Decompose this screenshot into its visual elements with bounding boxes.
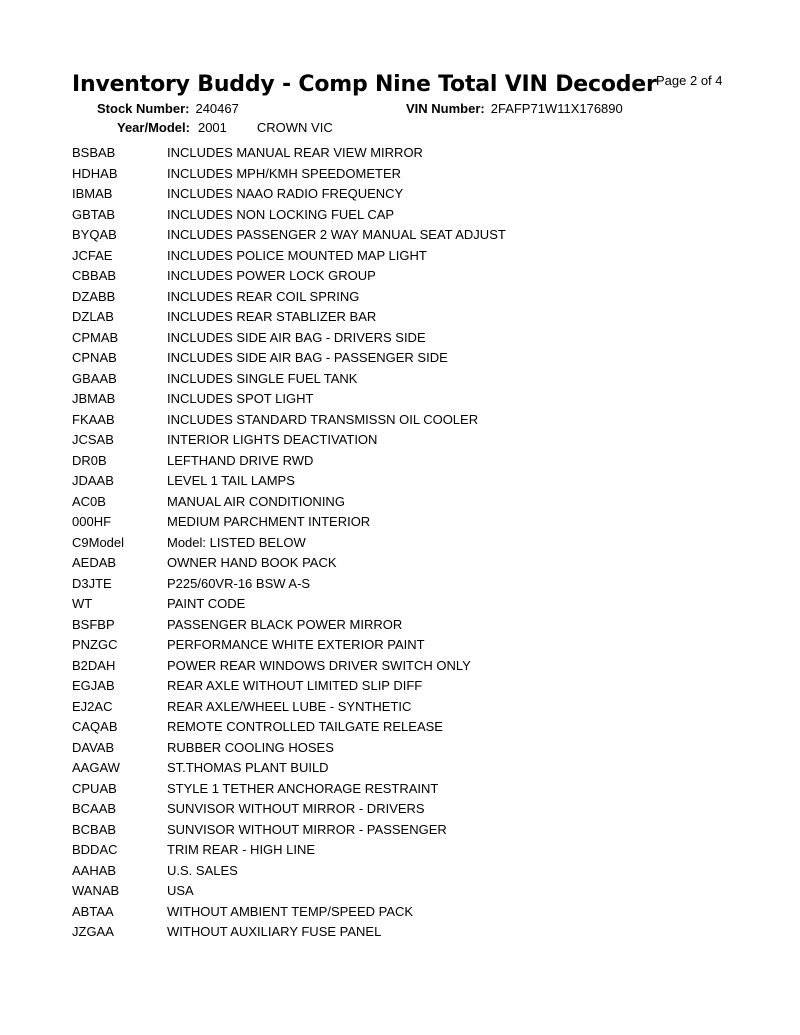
option-code-row: [72, 881, 506, 902]
option-description: INCLUDES MPH/KMH SPEEDOMETER: [167, 165, 402, 181]
option-code-row: [72, 779, 506, 800]
option-code-row: [72, 307, 506, 328]
option-code-row: [72, 184, 506, 205]
option-description: INCLUDES SINGLE FUEL TANK: [167, 370, 358, 386]
option-code-row: [72, 389, 506, 410]
option-code: BYQAB: [72, 227, 117, 242]
option-description: PAINT CODE: [167, 596, 246, 611]
option-description: PASSENGER BLACK POWER MIRROR: [167, 616, 403, 632]
option-description: WITHOUT AMBIENT TEMP/SPEED PACK: [167, 903, 414, 919]
option-description: STYLE 1 TETHER ANCHORAGE RESTRAINT: [167, 780, 439, 796]
option-description: MEDIUM PARCHMENT INTERIOR: [167, 514, 371, 529]
option-description: SUNVISOR WITHOUT MIRROR - PASSENGER: [167, 821, 447, 837]
option-code: JZGAA: [72, 924, 114, 939]
option-description: INCLUDES STANDARD TRANSMISSN OIL COOLER: [167, 411, 479, 427]
option-description: MANUAL AIR CONDITIONING: [167, 493, 345, 509]
option-code-row: [72, 861, 506, 882]
option-code: CAQAB: [72, 719, 118, 734]
option-code: JBMAB: [72, 391, 116, 406]
option-code: CPNAB: [72, 350, 117, 365]
stock-number-field: [97, 101, 239, 116]
option-code-row: [72, 143, 506, 164]
option-code-row: [72, 840, 506, 861]
option-description: INCLUDES SIDE AIR BAG - PASSENGER SIDE: [167, 350, 448, 365]
option-description: INCLUDES REAR STABLIZER BAR: [167, 309, 377, 324]
year-model-label: Year/Model:: [117, 120, 190, 135]
option-description: RUBBER COOLING HOSES: [167, 739, 334, 755]
option-description: INCLUDES PASSENGER 2 WAY MANUAL SEAT ADJUST: [167, 227, 506, 242]
option-code-row: [72, 451, 506, 472]
option-description: Model: LISTED BELOW: [167, 534, 306, 550]
option-code-row: [72, 758, 506, 779]
option-description: LEVEL 1 TAIL LAMPS: [167, 473, 295, 488]
option-code-row: [72, 369, 506, 390]
option-description: INCLUDES POLICE MOUNTED MAP LIGHT: [167, 247, 427, 263]
option-code-row: [72, 471, 506, 492]
option-code-row: [72, 287, 506, 308]
option-code-row: [72, 553, 506, 574]
option-code-row: [72, 164, 506, 185]
year-model-field: [117, 120, 333, 135]
model-value: CROWN VIC: [256, 120, 333, 135]
option-code-row: [72, 902, 506, 923]
option-code: WT: [72, 596, 93, 611]
option-code-row: [72, 533, 506, 554]
option-code: EJ2AC: [72, 698, 113, 714]
option-code-row: [72, 676, 506, 697]
option-code-list: [72, 143, 506, 943]
option-description: POWER REAR WINDOWS DRIVER SWITCH ONLY: [167, 657, 471, 673]
option-code: PNZGC: [72, 637, 118, 652]
option-description: INCLUDES REAR COIL SPRING: [167, 288, 360, 304]
option-code-row: [72, 492, 506, 513]
option-description: OWNER HAND BOOK PACK: [167, 555, 337, 570]
document-title: Inventory Buddy - Comp Nine Total VIN Decoder: [72, 72, 657, 97]
option-description: U.S. SALES: [167, 862, 238, 878]
option-code-row: [72, 594, 506, 615]
option-code: CBBAB: [72, 268, 117, 283]
option-code-row: [72, 246, 506, 267]
option-code: AC0B: [72, 493, 106, 509]
vin-number-label: VIN Number:: [406, 101, 485, 116]
option-code-row: [72, 717, 506, 738]
option-code-row: [72, 574, 506, 595]
option-code-row: [72, 635, 506, 656]
option-code: AAGAW: [72, 760, 120, 775]
option-description: REAR AXLE WITHOUT LIMITED SLIP DIFF: [167, 678, 423, 693]
option-description: WITHOUT AUXILIARY FUSE PANEL: [167, 924, 382, 939]
option-code-row: [72, 799, 506, 820]
option-code-row: [72, 205, 506, 226]
option-code: DR0B: [72, 452, 107, 468]
option-code: GBTAB: [72, 206, 116, 222]
option-description: REAR AXLE/WHEEL LUBE - SYNTHETIC: [167, 698, 412, 714]
option-description: P225/60VR-16 BSW A-S: [167, 575, 311, 591]
option-code-row: [72, 512, 506, 533]
option-code: BSFBP: [72, 616, 115, 632]
option-code-row: [72, 225, 506, 246]
option-code-row: [72, 410, 506, 431]
option-description: INTERIOR LIGHTS DEACTIVATION: [167, 432, 378, 447]
option-code: BCBAB: [72, 821, 117, 837]
vin-number-field: [406, 101, 623, 116]
option-code: DAVAB: [72, 739, 115, 755]
option-code: WANAB: [72, 883, 120, 898]
option-code: CPMAB: [72, 329, 119, 345]
option-code: BCAAB: [72, 801, 117, 816]
option-code-row: [72, 266, 506, 287]
option-description: USA: [167, 883, 194, 898]
option-code: BDDAC: [72, 842, 118, 857]
option-code-row: [72, 738, 506, 759]
stock-number-label: Stock Number:: [97, 101, 190, 116]
option-description: PERFORMANCE WHITE EXTERIOR PAINT: [167, 637, 425, 652]
option-description: TRIM REAR - HIGH LINE: [167, 842, 316, 857]
option-code: AEDAB: [72, 555, 117, 570]
option-code: C9Model: [72, 534, 125, 550]
option-code: ABTAA: [72, 903, 114, 919]
page-number: Page 2 of 4: [656, 73, 723, 88]
option-description: INCLUDES NON LOCKING FUEL CAP: [167, 206, 395, 222]
option-code-row: [72, 820, 506, 841]
option-description: REMOTE CONTROLLED TAILGATE RELEASE: [167, 719, 443, 734]
option-code: HDHAB: [72, 165, 118, 181]
option-code-row: [72, 430, 506, 451]
year-value: 2001: [197, 120, 227, 135]
option-code: JDAAB: [72, 473, 114, 488]
option-description: SUNVISOR WITHOUT MIRROR - DRIVERS: [167, 801, 425, 816]
option-code: B2DAH: [72, 657, 116, 673]
option-code: DZABB: [72, 288, 116, 304]
option-code-row: [72, 922, 506, 943]
option-description: INCLUDES NAAO RADIO FREQUENCY: [167, 186, 404, 201]
option-code: 000HF: [72, 514, 112, 529]
option-code: JCFAE: [72, 247, 113, 263]
option-description: INCLUDES SPOT LIGHT: [167, 391, 314, 406]
option-description: INCLUDES POWER LOCK GROUP: [167, 268, 376, 283]
option-code: IBMAB: [72, 186, 113, 201]
option-code: JCSAB: [72, 432, 114, 447]
option-code: CPUAB: [72, 780, 117, 796]
option-code: EGJAB: [72, 678, 115, 693]
option-code: DZLAB: [72, 309, 114, 324]
option-code-row: [72, 348, 506, 369]
option-code: AAHAB: [72, 862, 117, 878]
option-code-row: [72, 697, 506, 718]
option-code: D3JTE: [72, 575, 112, 591]
option-description: INCLUDES SIDE AIR BAG - DRIVERS SIDE: [167, 329, 426, 345]
option-code-row: [72, 615, 506, 636]
option-description: ST.THOMAS PLANT BUILD: [167, 760, 329, 775]
option-code: GBAAB: [72, 370, 117, 386]
option-code-row: [72, 656, 506, 677]
option-code-row: [72, 328, 506, 349]
option-description: INCLUDES MANUAL REAR VIEW MIRROR: [167, 145, 423, 160]
option-description: LEFTHAND DRIVE RWD: [167, 452, 314, 468]
option-code: BSBAB: [72, 145, 116, 160]
option-code: FKAAB: [72, 411, 115, 427]
vin-number-value: 2FAFP71W11X176890: [490, 101, 623, 116]
stock-number-value: 240467: [195, 101, 239, 116]
